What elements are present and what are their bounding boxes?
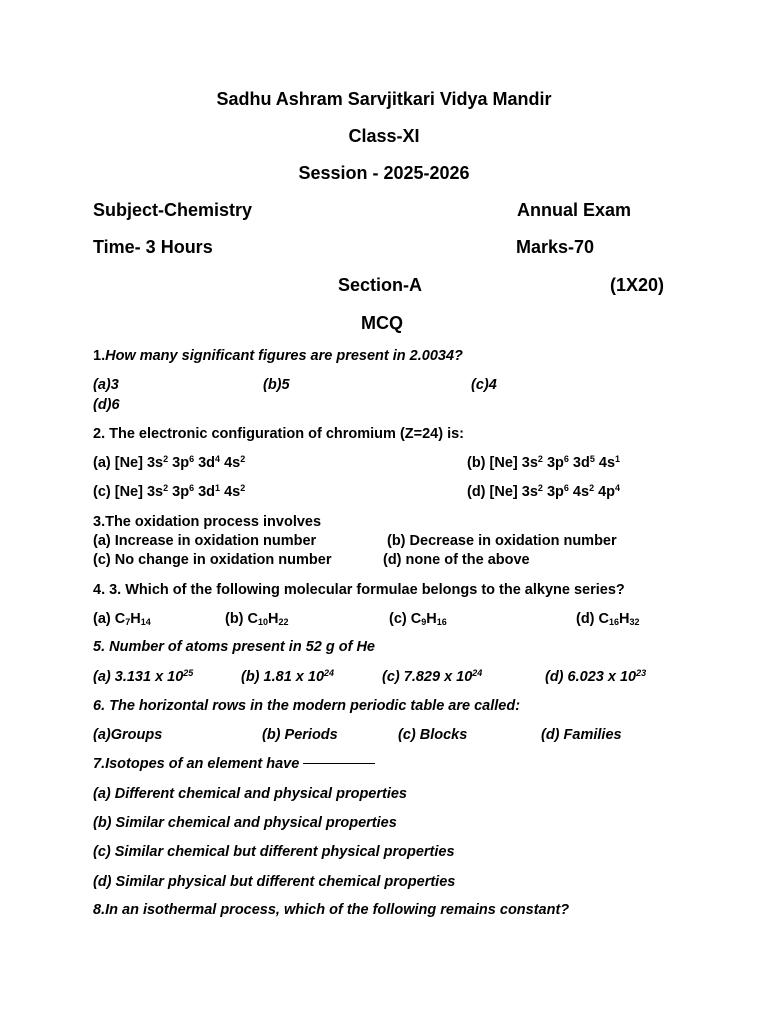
time-label: Time- 3 Hours bbox=[93, 237, 213, 257]
q7-option-b: (b) Similar chemical and physical properties bbox=[93, 815, 397, 831]
q5-option-d: (d) 6.023 x $10^{23}$ bbox=[545, 668, 647, 685]
q4-option-a: (a) $C_7H_{14}$ bbox=[93, 611, 151, 627]
q4-option-d: (d) $C_{16}H_{32}$ bbox=[576, 611, 640, 627]
question-7 bbox=[93, 756, 375, 772]
session-label: Session - 2025-2026 bbox=[298, 163, 470, 183]
q5-option-b: (b) 1.81 x $10^{24}$ bbox=[241, 668, 335, 685]
exam-label: Annual Exam bbox=[517, 200, 632, 220]
q1-option-a: (a)3 bbox=[93, 377, 119, 393]
q2-option-c: (c) [Ne] $3s^2$ $3p^6$ $3d^1$ $4s^2$ bbox=[93, 483, 246, 500]
q6-option-a: (a)Groups bbox=[93, 727, 163, 743]
q3-option-c: (c) No change in oxidation number bbox=[93, 552, 332, 568]
question-1-text: How many significant figures are present in 2.0034? bbox=[105, 348, 463, 364]
mcq-heading: MCQ bbox=[361, 313, 403, 333]
q4-option-b: (b) $C_{10}H_{22}$ bbox=[225, 611, 289, 627]
q1-option-b: (b)5 bbox=[263, 377, 290, 393]
q6-option-b: (b) Periods bbox=[262, 727, 338, 743]
question-1-number: 1. bbox=[93, 348, 106, 364]
question-1 bbox=[93, 348, 463, 364]
answer-blank-line bbox=[303, 763, 375, 764]
question-5: 5. Number of atoms present in 52 g of He bbox=[93, 639, 375, 655]
marks-label: Marks-70 bbox=[516, 237, 595, 257]
section-title: Section-A bbox=[338, 275, 423, 295]
q2-option-a: (a) [Ne] $3s^2$ $3p^6$ $3d^4$ $4s^2$ bbox=[93, 454, 246, 471]
q2-option-d: (d) [Ne] $3s^2$ $3p^6$ $4s^2$ $4p^4$ bbox=[467, 483, 621, 500]
q5-option-c: (c) 7.829 x $10^{24}$ bbox=[382, 668, 483, 685]
question-4: 4. 3. Which of the following molecular formulae belongs to the alkyne series? bbox=[93, 582, 625, 598]
question-3: 3.The oxidation process involves bbox=[93, 514, 322, 530]
q1-option-d: (d)6 bbox=[93, 397, 120, 413]
question-2: 2. The electronic configuration of chromium (Z=24) is: bbox=[93, 426, 465, 442]
section-marks: (1X20) bbox=[610, 275, 665, 295]
q6-option-c: (c) Blocks bbox=[398, 727, 468, 743]
subject-label: Subject-Chemistry bbox=[93, 200, 253, 220]
class-label: Class-XI bbox=[348, 126, 420, 146]
q3-option-a: (a) Increase in oxidation number bbox=[93, 533, 317, 549]
q4-option-c: (c) $C_9H_{16}$ bbox=[389, 611, 447, 627]
question-6: 6. The horizontal rows in the modern periodic table are called: bbox=[93, 698, 521, 714]
question-8: 8.In an isothermal process, which of the following remains constant? bbox=[93, 902, 570, 918]
q7-option-d: (d) Similar physical but different chemical properties bbox=[93, 874, 456, 890]
q1-option-c: (c)4 bbox=[471, 377, 497, 393]
q3-option-b: (b) Decrease in oxidation number bbox=[387, 533, 617, 549]
q7-option-c: (c) Similar chemical but different physical properties bbox=[93, 844, 455, 860]
q3-option-d: (d) none of the above bbox=[383, 552, 530, 568]
q5-option-a: (a) 3.131 x $10^{25}$ bbox=[93, 668, 194, 685]
q6-option-d: (d) Families bbox=[541, 727, 622, 743]
q2-option-b: (b) [Ne] $3s^2$ $3p^6$ $3d^5$ $4s^1$ bbox=[467, 454, 621, 471]
school-name: Sadhu Ashram Sarvjitkari Vidya Mandir bbox=[216, 89, 552, 109]
q7-option-a: (a) Different chemical and physical properties bbox=[93, 786, 407, 802]
question-7-text: 7.Isotopes of an element have bbox=[93, 756, 300, 772]
